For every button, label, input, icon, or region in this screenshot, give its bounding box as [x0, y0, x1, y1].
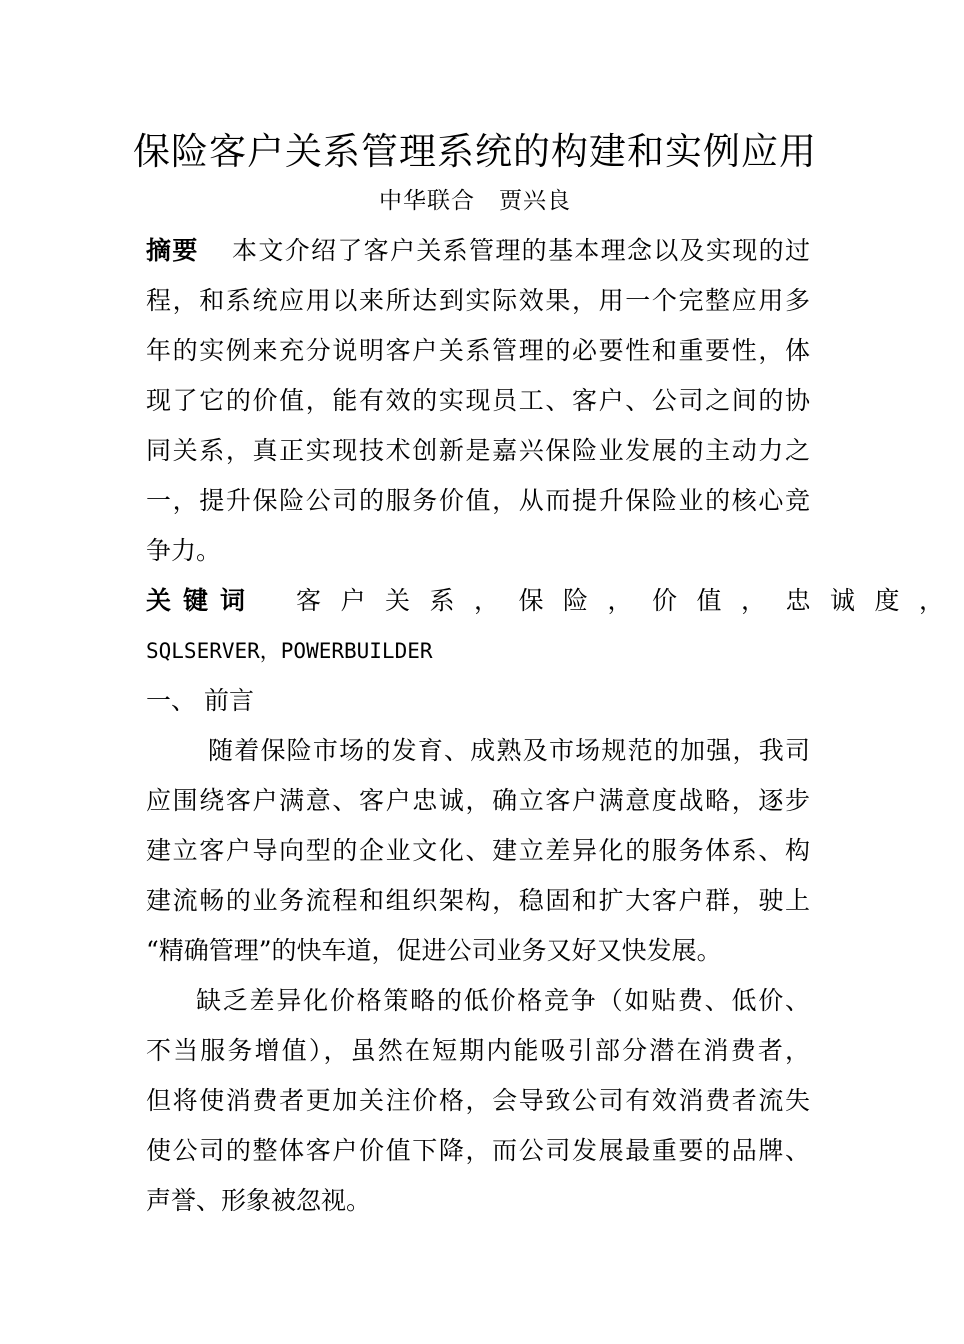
paragraph-line: 但将使消费者更加关注价格，会导致公司有效消费者流失 [146, 1086, 810, 1115]
paragraph-line: 建立客户导向型的企业文化、建立差异化的服务体系、构 [146, 836, 810, 865]
keywords-tech: SQLSERVER，POWERBUILDER [146, 639, 433, 663]
keywords-line [146, 576, 964, 626]
section-heading: 一、 前言 [146, 686, 254, 715]
document-title: 保险客户关系管理系统的构建和实例应用 [133, 130, 817, 173]
paragraph-line: 缺乏差异化价格策略的低价格竞争（如贴费、低价、 [196, 986, 810, 1015]
keywords-label: 关键词 [146, 586, 258, 615]
abstract-line: 现了它的价值，能有效的实现员工、客户、公司之间的协 [146, 386, 810, 415]
paragraph-line: 建流畅的业务流程和组织架构，稳固和扩大客户群，驶上 [146, 886, 810, 915]
paragraph-line: 声誉、形象被忽视。 [146, 1186, 372, 1215]
abstract-line: 同关系，真正实现技术创新是嘉兴保险业发展的主动力之 [146, 436, 810, 465]
abstract-line: 程，和系统应用以来所达到实际效果，用一个完整应用多 [146, 286, 810, 315]
abstract-line: 摘要 本文介绍了客户关系管理的基本理念以及实现的过 [146, 236, 810, 265]
abstract-label: 摘要 [146, 236, 199, 265]
abstract-line: 年的实例来充分说明客户关系管理的必要性和重要性，体 [146, 336, 810, 365]
author-line: 中华联合 贾兴良 [379, 188, 571, 214]
paragraph-line: “精确管理”的快车道，促进公司业务又好又快发展。 [146, 936, 722, 965]
abstract-line: 一，提升保险公司的服务价值，从而提升保险业的核心竞 [146, 486, 810, 515]
abstract-line: 争力。 [146, 536, 222, 565]
paragraph-line: 使公司的整体客户价值下降，而公司发展最重要的品牌、 [146, 1136, 810, 1165]
paragraph-line: 随着保险市场的发育、成熟及市场规范的加强，我司 [208, 736, 810, 765]
paragraph-line: 不当服务增值），虽然在短期内能吸引部分潜在消费者， [146, 1036, 810, 1065]
paragraph-line: 应围绕客户满意、客户忠诚，确立客户满意度战略，逐步 [146, 786, 810, 815]
keywords-list: 客户关系，保险，价值，忠诚度， [296, 586, 964, 615]
